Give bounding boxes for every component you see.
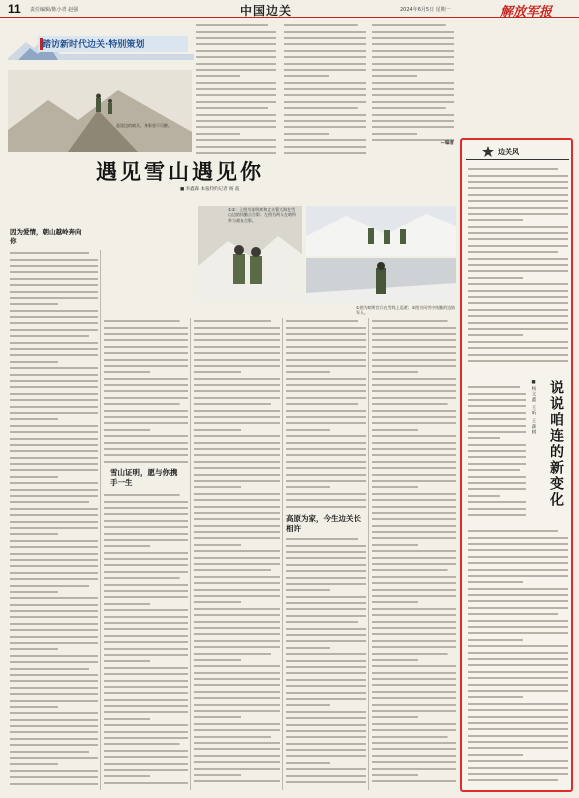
- page-headline: 遇见雪山遇见你: [96, 159, 264, 184]
- masthead: [0, 0, 579, 18]
- text-line-placeholder: [468, 777, 568, 783]
- editor-sign: —编者: [440, 141, 454, 146]
- snowstorm-photo: [306, 258, 456, 303]
- patrol-photo: [306, 206, 456, 256]
- sidebar-side-text: [468, 384, 526, 524]
- body-column-5: [372, 318, 456, 790]
- body-column-2a: [104, 318, 188, 468]
- body-column-2b: [104, 492, 188, 790]
- text-line-placeholder: [468, 512, 526, 518]
- top-photo: [8, 70, 192, 152]
- body-column-4a: [286, 318, 366, 512]
- text-line-placeholder: [284, 150, 366, 156]
- section-name: 中国边关: [240, 4, 293, 18]
- feature-banner: [8, 30, 194, 66]
- top-photo-caption: 悬崖边的哨兵，身影坚不可摧。: [116, 123, 172, 128]
- body-column-3: [194, 318, 280, 790]
- mid-left-caption: ①②：上图为张明欢和丈夫曹大海在雪山边防执勤点合影；左图为两人在哨所外与战友合影。: [228, 207, 296, 223]
- column-divider: [282, 318, 283, 790]
- photo-soldiers-ridge-icon: [8, 70, 192, 152]
- issue-date: 2024年6月5日 星期一: [400, 7, 451, 13]
- section-3-title: 高原为家，今生边关长相许: [286, 514, 361, 533]
- intro-column-2: [284, 22, 366, 157]
- banner-title: 踏访新时代边关·特别策划: [42, 40, 145, 50]
- text-line-placeholder: [468, 358, 568, 364]
- mid-right-caption: ①图为哨所官兵在雪线上巡逻；②图为风雪中执勤的边防军人。: [356, 305, 456, 316]
- sidebar-header: [466, 144, 569, 160]
- section-2-title: 雪山证明，愿与你携手一生: [110, 468, 178, 487]
- text-line-placeholder: [104, 780, 188, 786]
- column-divider: [368, 318, 369, 790]
- section-1-title: 因为爱情，朝山越岭奔向你: [10, 228, 82, 245]
- text-line-placeholder: [194, 778, 280, 784]
- sidebar-author: ■杨义鑫 王昕 王森棋: [531, 380, 536, 435]
- sidebar-title: 边关风: [498, 148, 519, 156]
- newspaper-logo: 解放军报: [500, 5, 553, 20]
- column-divider: [190, 318, 191, 790]
- page-number: 11: [8, 2, 21, 16]
- sidebar-big-title: 说说咱连的新变化: [548, 380, 564, 508]
- photo-soldier-snowstorm-icon: [306, 258, 456, 303]
- sidebar-intro-text: [468, 166, 568, 366]
- body-column-1: [10, 250, 98, 790]
- intro-column-1: [196, 22, 276, 157]
- text-line-placeholder: [286, 779, 366, 785]
- intro-column-3: [372, 22, 454, 147]
- edition-info: 责任编辑/陈小青 赵强: [30, 7, 79, 13]
- photo-patrol-snow-icon: [306, 206, 456, 256]
- body-column-4b: [286, 536, 366, 790]
- sidebar-box: [460, 138, 573, 792]
- text-line-placeholder: [104, 459, 188, 465]
- text-line-placeholder: [286, 503, 366, 509]
- column-divider: [100, 250, 101, 790]
- sidebar-body-text: [468, 528, 568, 786]
- text-line-placeholder: [372, 778, 456, 784]
- byline: ■ 李鑫森 本报特约记者 杨 波: [180, 187, 240, 192]
- star-icon: [482, 146, 494, 157]
- text-line-placeholder: [10, 780, 98, 786]
